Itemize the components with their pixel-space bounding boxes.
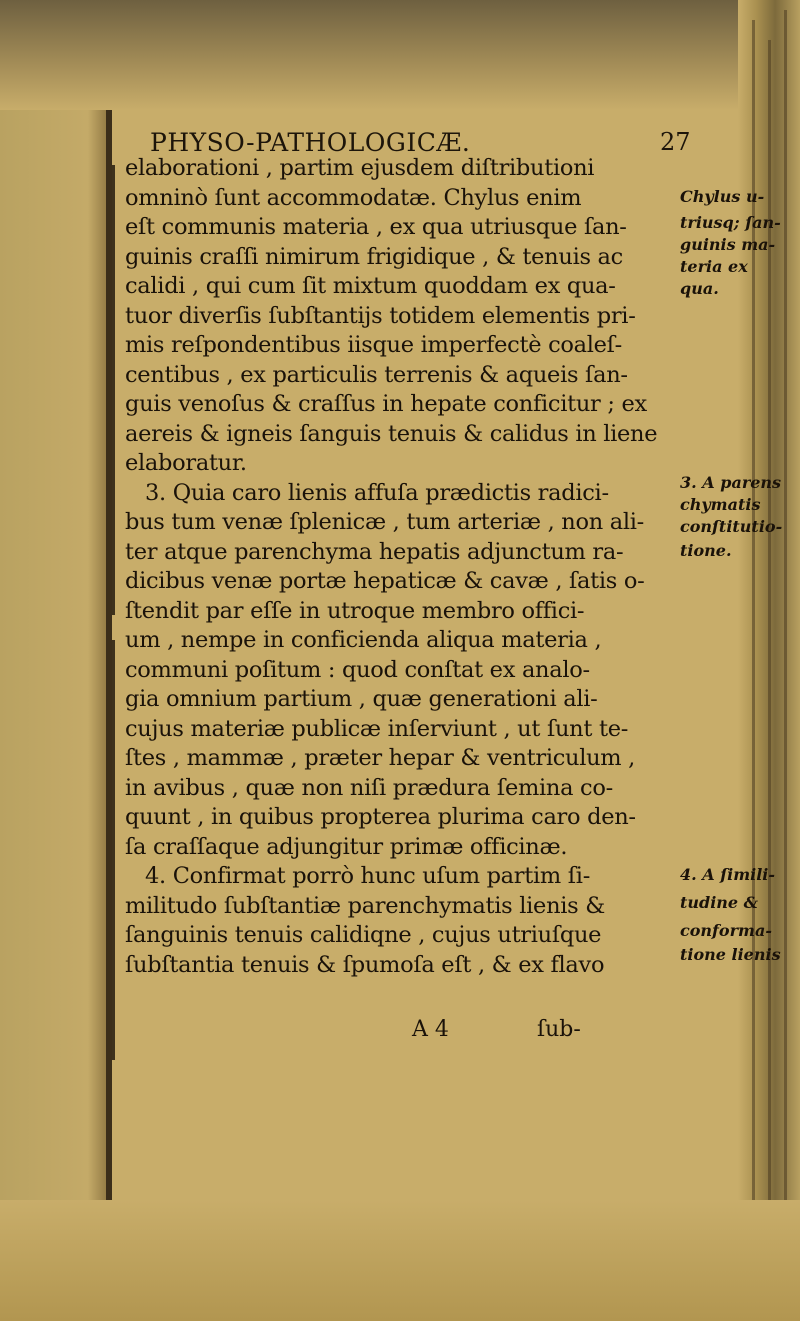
text-line: mis reſpondentibus iisque imperfectè coaleſ- [125, 332, 622, 358]
text-line: ſtes , mammæ , præter hepar & ventriculum , [125, 745, 636, 771]
text-line: in avibus , quæ non niſi prædura ſemina co- [125, 774, 613, 801]
text-line: cujus materiæ publicæ inſerviunt , ut ſunt te- [125, 715, 629, 742]
text-line: omninò ſunt accommodatæ. Chylus enim [125, 184, 582, 211]
page-edge-line [784, 10, 787, 1310]
text-line: elaborationi , partim ejusdem diſtributioni [125, 155, 595, 181]
page-title: PHYSO-PATHOLOGICÆ. [150, 128, 471, 157]
margin-note: conforma- [680, 921, 772, 940]
facing-page-edge [0, 110, 110, 1210]
margin-note: 4. A ſimili- [680, 865, 776, 884]
text-line: guis venoſus & craſſus in hepate conficitur ; ex [125, 391, 647, 417]
catchword: ſub- [537, 1017, 581, 1042]
margin-note: Chylus u- [680, 187, 765, 206]
text-line: aereis & igneis ſanguis tenuis & calidus in liene [125, 420, 658, 447]
margin-note: tione lienis [680, 945, 781, 964]
page-edge-line [752, 20, 755, 1300]
text-bracket [112, 640, 115, 1060]
text-line: guinis craſſi nimirum frigidique , & tenuis ac [125, 243, 623, 270]
text-line: ſa craſſaque adjungitur primæ officinæ. [125, 833, 568, 860]
text-line: centibus , ex particulis terrenis & aqueis ſan- [125, 361, 628, 388]
margin-note: guinis ma- [680, 235, 776, 254]
text-line: eſt communis materia , ex qua utriusque ſan- [125, 214, 627, 240]
text-line: calidi , qui cum ſit mixtum quoddam ex qua- [125, 273, 616, 299]
margin-note: qua. [680, 279, 719, 298]
text-line: tuor diverſis ſubſtantijs totidem elementis pri- [125, 302, 636, 329]
margin-note: conſtitutio- [680, 517, 783, 536]
text-line: bus tum venæ ſplenicæ , tum arteriæ , non ali- [125, 509, 644, 535]
text-line: ter atque parenchyma hepatis adjunctum ra- [125, 538, 624, 565]
margin-note: chymatis [680, 495, 761, 514]
text-line: quunt , in quibus propterea plurima caro den- [125, 804, 636, 830]
text-line: elaboratur. [125, 450, 247, 476]
text-line: gia omnium partium , quæ generationi ali- [125, 686, 598, 712]
text-line: ſubſtantia tenuis & ſpumoſa eſt , & ex flavo [125, 951, 605, 978]
margin-note: 3. A parens [680, 473, 782, 492]
page-number: 27 [660, 128, 691, 156]
margin-note: tione. [680, 541, 732, 560]
page-top-shadow [0, 0, 800, 110]
text-line: 4. Confirmat porrò hunc uſum partim ſi- [145, 863, 591, 889]
signature-mark: A 4 [412, 1017, 449, 1042]
text-line: dicibus venæ portæ hepaticæ & cavæ , ſatis o- [125, 568, 645, 594]
text-line: communi poſitum : quod conſtat ex analo- [125, 656, 590, 683]
margin-note: tudine & [680, 893, 759, 912]
margin-note: triusq; ſan- [680, 213, 781, 232]
text-line: ſanguinis tenuis calidiqne , cujus utriuſque [125, 922, 602, 948]
margin-note: teria ex [680, 257, 748, 276]
text-line: um , nempe in conficienda aliqua materia , [125, 627, 602, 653]
text-line: 3. Quia caro lienis affuſa prædictis radici- [145, 479, 609, 506]
page-bottom-shadow [0, 1200, 800, 1321]
text-bracket [112, 165, 115, 615]
text-line: militudo ſubſtantiæ parenchymatis lienis & [125, 892, 605, 919]
text-line: ſtendit par eſſe in utroque membro offici- [125, 597, 585, 624]
